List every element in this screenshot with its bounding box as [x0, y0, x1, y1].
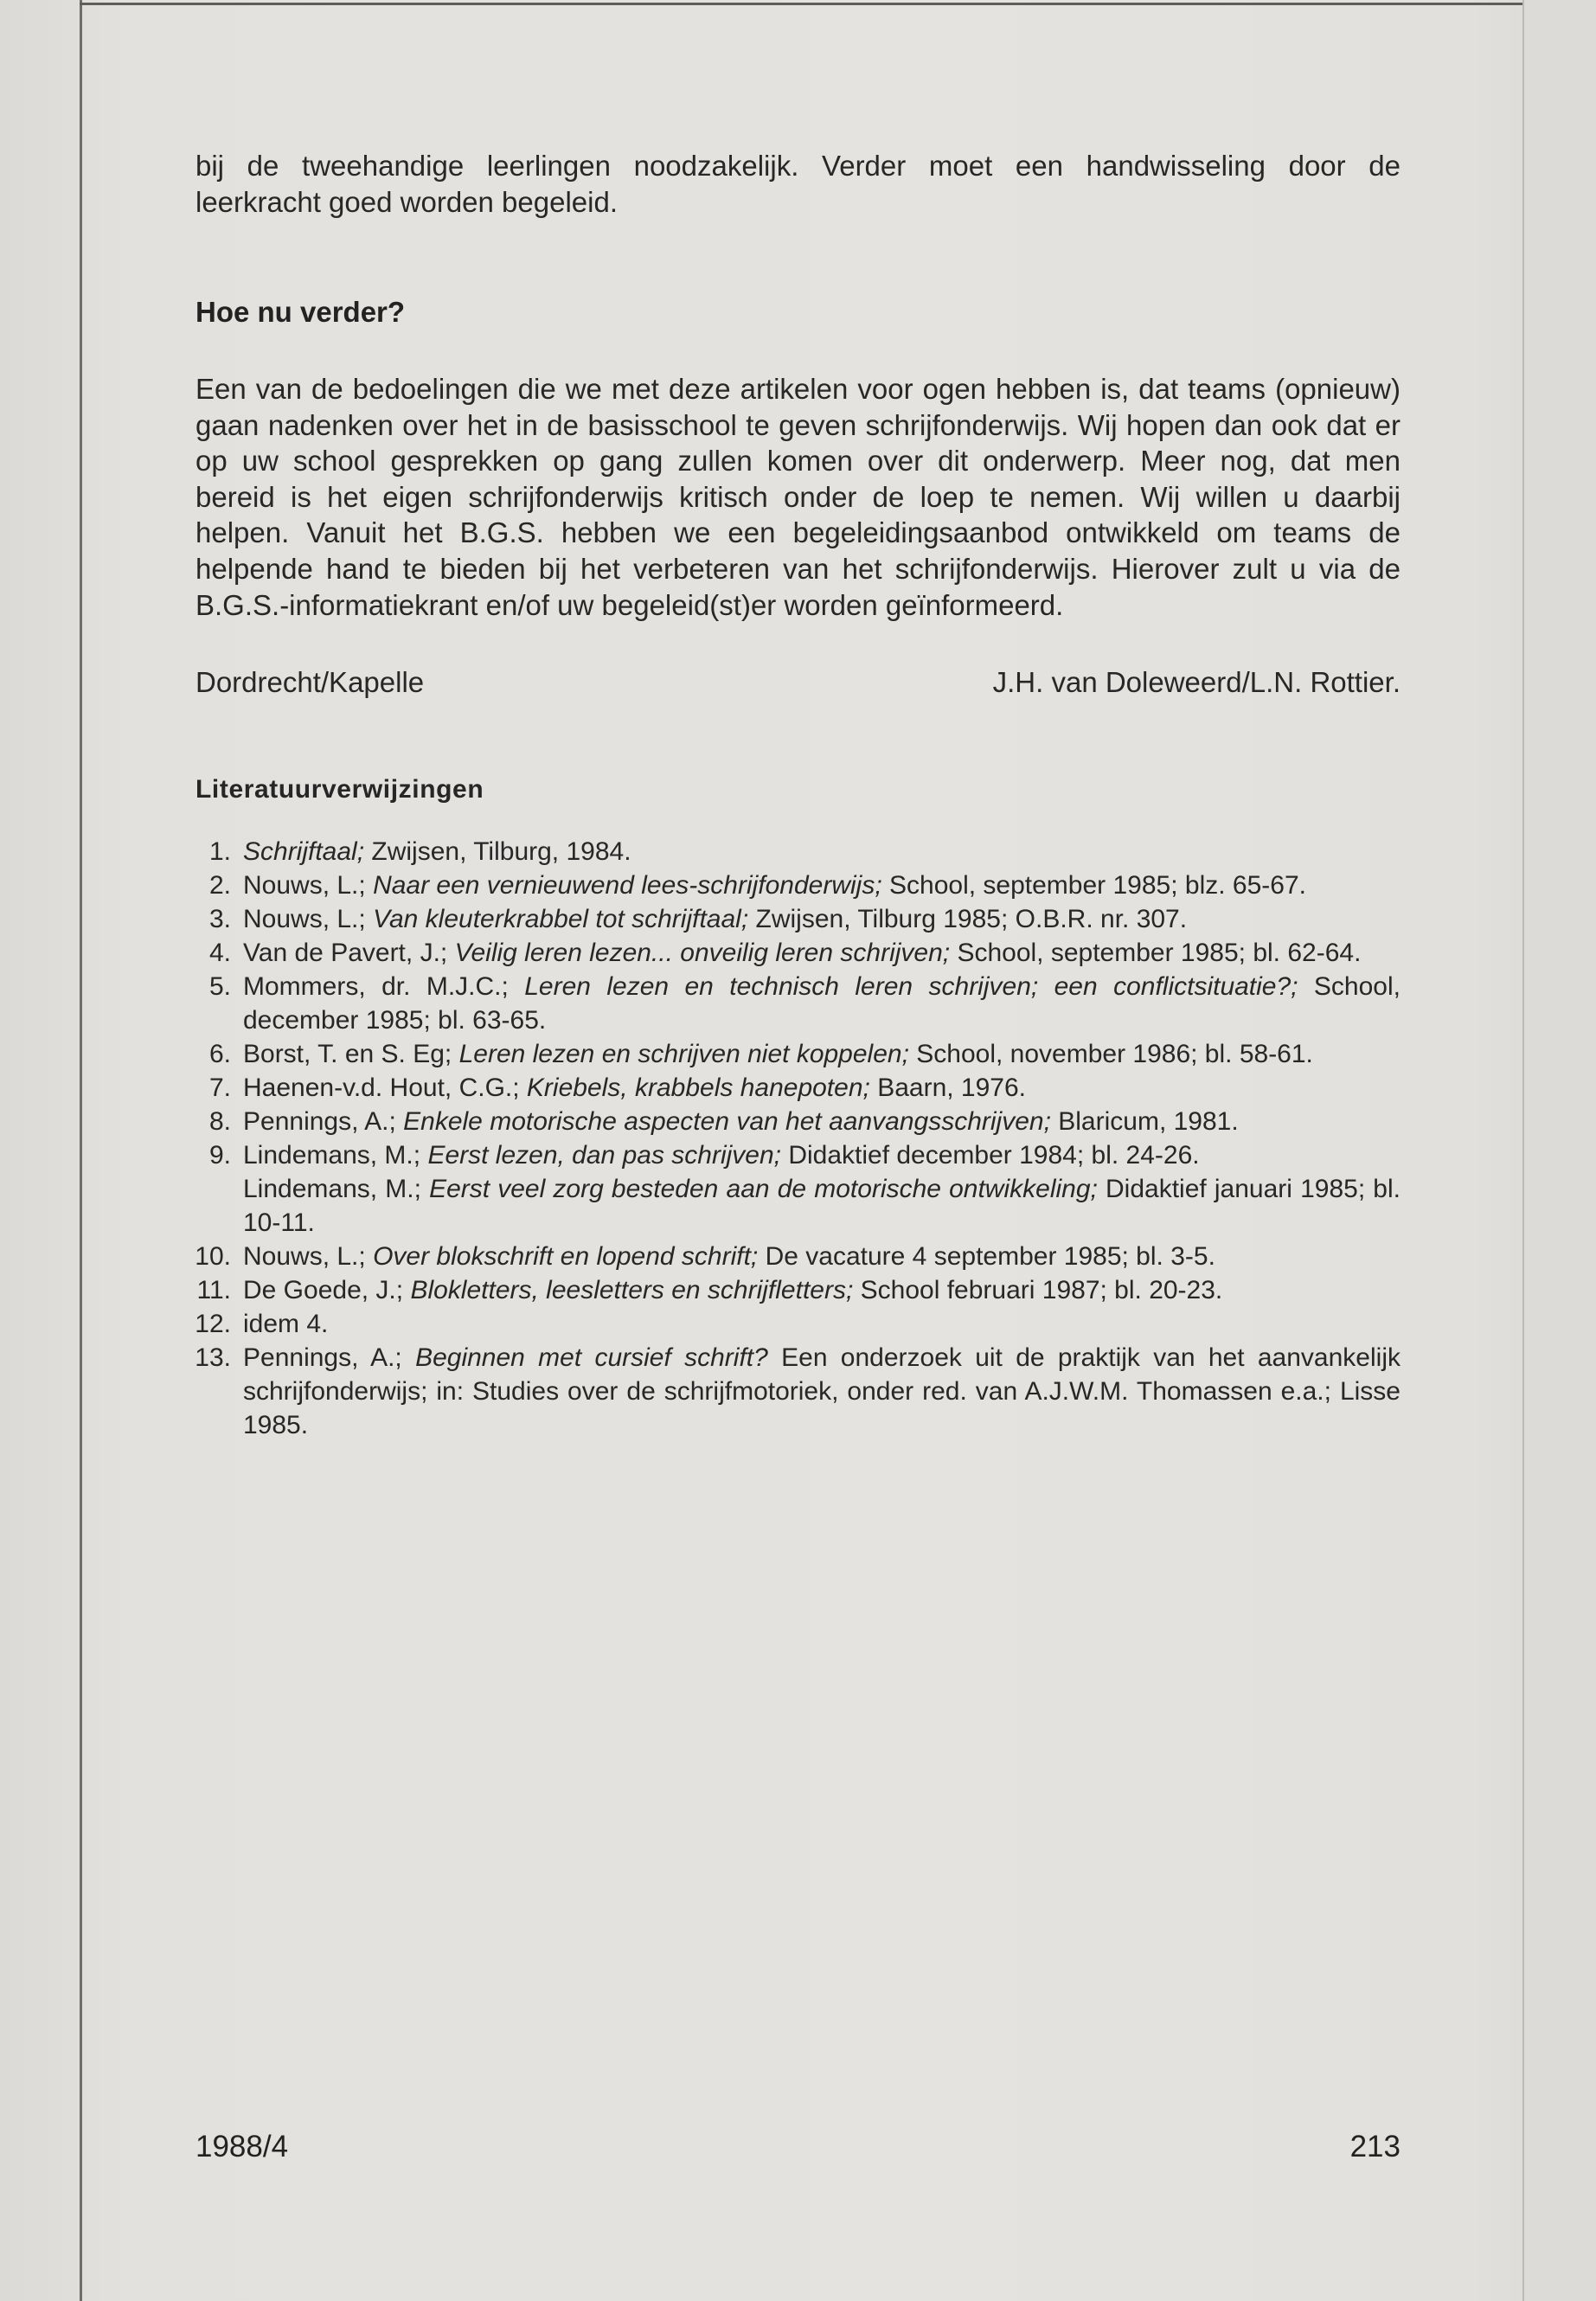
reference-item [192, 936, 1401, 970]
reference-detail: december 1985; bl. 63-65. [243, 1006, 547, 1035]
reference-number: 9. [208, 1141, 231, 1170]
reference-line [243, 1105, 1401, 1138]
reference-body [243, 868, 1401, 902]
reference-item [192, 1341, 1401, 1442]
reference-item [192, 835, 1401, 868]
reference-title: Eerst lezen, dan pas schrijven; [427, 1141, 781, 1170]
reference-title: Naar een vernieuwend lees-schrijfonderwijs; [373, 871, 882, 900]
reference-body [243, 1307, 1401, 1341]
reference-number: 4. [208, 939, 231, 967]
reference-line [243, 1341, 1401, 1375]
reference-title: Beginnen met cursief schrift? [415, 1343, 768, 1372]
reference-detail: De vacature 4 september 1985; bl. 3-5. [758, 1242, 1215, 1271]
reference-title: Schrijftaal; [243, 837, 365, 866]
reference-detail: Een onderzoek uit de praktijk van het aanvankelijk [767, 1343, 1401, 1372]
reference-line [243, 936, 1401, 970]
reference-detail: Didaktief januari 1985; bl. [1097, 1175, 1401, 1203]
reference-detail: Mommers, dr. M.J.C.; [243, 972, 525, 1001]
reference-line [243, 1071, 1401, 1105]
reference-detail: De Goede, J.; [243, 1276, 411, 1304]
reference-title: Over blokschrift en lopend schrift; [373, 1242, 759, 1271]
reference-title: Blokletters, leesletters en schrijfletters; [410, 1276, 854, 1304]
reference-body [243, 1037, 1401, 1071]
reference-detail: School, september 1985; bl. 62-64. [950, 939, 1362, 967]
reference-detail: School februari 1987; bl. 20-23. [853, 1276, 1223, 1304]
reference-number: 7. [208, 1074, 231, 1102]
reference-detail: Lindemans, M.; [243, 1141, 428, 1170]
reference-line [243, 1206, 1401, 1240]
paragraph-line: op uw school gesprekken op gang zullen komen over dit onderwerp. Meer nog, dat men [195, 445, 1401, 478]
reference-detail: Lindemans, M.; [243, 1175, 430, 1203]
reference-item [192, 868, 1401, 902]
reference-number: 6. [208, 1040, 231, 1068]
reference-title: Leren lezen en schrijven niet koppelen; [458, 1040, 909, 1068]
reference-detail: 10-11. [243, 1208, 315, 1237]
paragraph-line: Een van de bedoelingen die we met deze artikelen voor ogen hebben is, dat teams (opnieuw) [195, 373, 1401, 405]
reference-detail: Zwijsen, Tilburg 1985; O.B.R. nr. 307. [748, 905, 1188, 933]
reference-number: 10. [195, 1242, 231, 1271]
reference-number: 8. [208, 1107, 231, 1136]
scan-edge-top [80, 3, 1522, 5]
paragraph-line: B.G.S.-informatiekrant en/of uw begeleid(st)er worden geïnformeerd. [195, 588, 1064, 621]
reference-detail: Nouws, L.; [243, 905, 374, 933]
reference-body [243, 1105, 1401, 1138]
reference-detail: idem 4. [243, 1310, 329, 1338]
reference-line [243, 1037, 1401, 1071]
signature-place: Dordrecht/Kapelle [195, 666, 425, 698]
reference-number: 1. [208, 837, 231, 866]
reference-detail: schrijfonderwijs; in: Studies over de schrijfmotoriek, onder red. van A.J.W.M. Thomassen e.a.; Lisse [243, 1377, 1401, 1406]
reference-list [192, 835, 1401, 1442]
reference-detail: School, [1298, 972, 1401, 1001]
reference-item [192, 1071, 1401, 1105]
reference-line [243, 1273, 1401, 1307]
paragraph-line: leerkracht goed worden begeleid. [195, 185, 618, 218]
reference-number: 11. [196, 1276, 231, 1304]
paragraph-line: helpende hand te bieden bij het verbeteren van het schrijfonderwijs. Hierover zult u via de [195, 552, 1401, 585]
reference-line [243, 1003, 1401, 1037]
paragraph-line: gaan nadenken over het in de basisschool te geven schrijfonderwijs. Wij hopen dan ook dat er [195, 408, 1401, 441]
reference-detail: Pennings, A.; [243, 1343, 416, 1372]
reference-body [243, 1273, 1401, 1307]
reference-line [243, 1172, 1401, 1206]
reference-detail: Pennings, A.; [243, 1107, 404, 1136]
reference-detail: Zwijsen, Tilburg, 1984. [364, 837, 631, 866]
reference-line [243, 1408, 1401, 1442]
reference-title: Veilig leren lezen... onveilig leren schrijven; [454, 939, 951, 967]
reference-detail: Nouws, L.; [243, 871, 374, 900]
reference-detail: Blaricum, 1981. [1050, 1107, 1239, 1136]
reference-title: Eerst veel zorg besteden aan de motorische ontwikkeling; [429, 1175, 1098, 1203]
reference-title: Enkele motorische aspecten van het aanvangsschrijven; [403, 1107, 1051, 1136]
reference-item [192, 1240, 1401, 1273]
issue-number: 1988/4 [195, 2130, 289, 2163]
reference-number: 13. [195, 1343, 231, 1372]
reference-body [243, 835, 1401, 868]
reference-line [243, 1240, 1401, 1273]
reference-body [243, 902, 1401, 936]
page-number: 213 [1349, 2130, 1401, 2163]
continuation-paragraph [195, 148, 1401, 220]
reference-detail: Didaktief december 1984; bl. 24-26. [780, 1141, 1200, 1170]
reference-number: 5. [208, 972, 231, 1001]
scan-edge-left [80, 0, 82, 2301]
reference-line [243, 1375, 1401, 1408]
reference-body [243, 1071, 1401, 1105]
reference-body [243, 1240, 1401, 1273]
reference-detail: Haenen-v.d. Hout, C.G.; [243, 1074, 527, 1102]
reference-item [192, 970, 1401, 1037]
reference-line [243, 1138, 1401, 1172]
reference-body [243, 970, 1401, 1037]
reference-line [243, 902, 1401, 936]
signature [195, 664, 1401, 701]
reference-detail: Van de Pavert, J.; [243, 939, 455, 967]
reference-item [192, 1273, 1401, 1307]
reference-body [243, 1341, 1401, 1442]
reference-detail: School, november 1986; bl. 58-61. [908, 1040, 1313, 1068]
reference-item [192, 1105, 1401, 1138]
reference-item [192, 1138, 1401, 1240]
paragraph-line: bij de tweehandige leerlingen noodzakelijk. Verder moet een handwisseling door de [195, 150, 1401, 182]
signature-authors: J.H. van Doleweerd/L.N. Rottier. [992, 666, 1401, 698]
reference-detail: 1985. [243, 1411, 309, 1439]
reference-body [243, 936, 1401, 970]
reference-title: Kriebels, krabbels hanepoten; [526, 1074, 870, 1102]
reference-detail: Borst, T. en S. Eg; [243, 1040, 459, 1068]
reference-detail: Nouws, L.; [243, 1242, 374, 1271]
reference-title: Leren lezen en technisch leren schrijven; een conflictsituatie?; [524, 972, 1298, 1001]
page-footer [195, 2130, 1401, 2164]
reference-item [192, 1307, 1401, 1341]
reference-detail: School, september 1985; blz. 65-67. [881, 871, 1306, 900]
paragraph-line: bereid is het eigen schrijfonderwijs kritisch onder de loep te nemen. Wij willen u daarbij [195, 480, 1401, 513]
reference-line [243, 1307, 1401, 1341]
section-heading: Hoe nu verder? [195, 296, 406, 328]
reference-item [192, 902, 1401, 936]
reference-item [192, 1037, 1401, 1071]
reference-line [243, 868, 1401, 902]
reference-line [243, 970, 1401, 1003]
reference-number: 2. [208, 871, 231, 900]
reference-detail: Baarn, 1976. [869, 1074, 1026, 1102]
reference-body [243, 1138, 1401, 1240]
reference-number: 12. [195, 1310, 231, 1338]
reference-title: Van kleuterkrabbel tot schrijftaal; [373, 905, 749, 933]
paragraph-line: helpen. Vanuit het B.G.S. hebben we een begeleidingsaanbod ontwikkeld om teams de [195, 516, 1401, 549]
scan-edge-right [1522, 0, 1596, 2301]
references-heading: Literatuurverwijzingen [195, 775, 484, 804]
reference-line [243, 835, 1401, 868]
body-paragraph [195, 371, 1401, 623]
reference-number: 3. [208, 905, 231, 933]
